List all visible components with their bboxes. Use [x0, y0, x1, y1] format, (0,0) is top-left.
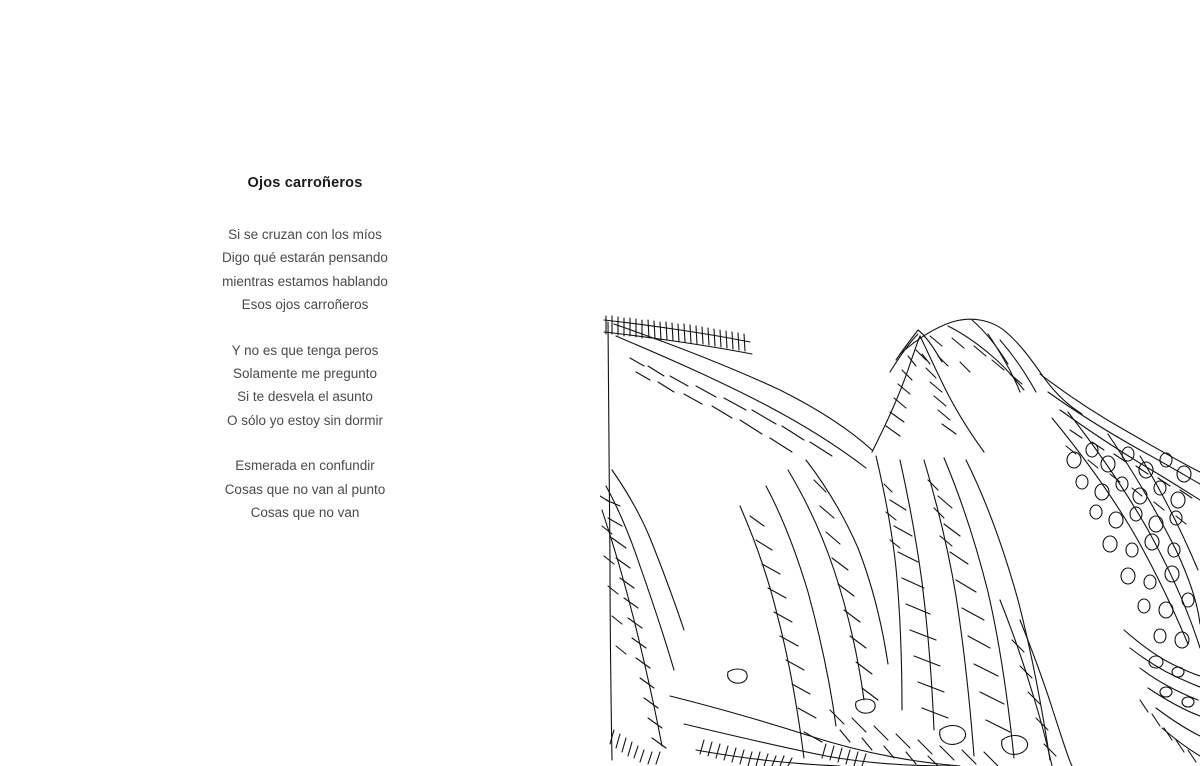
- poem-line: Cosas que no van al punto: [224, 481, 386, 497]
- poem-line: O sólo yo estoy sin dormir: [226, 412, 384, 428]
- poem-block: [180, 175, 430, 524]
- poem-line: Esmerada en confundir: [235, 458, 375, 474]
- poem-line: Y no es que tenga peros: [231, 342, 379, 358]
- poem-stanza: [180, 339, 430, 433]
- poem-line: Solamente me pregunto: [232, 366, 378, 382]
- poem-line: mientras estamos hablando: [222, 273, 388, 289]
- poem-line: Cosas que no van: [250, 505, 360, 521]
- page-title: Ojos carroñeros: [247, 175, 363, 191]
- mountain-ridge-pen-drawing: [600, 300, 1200, 766]
- poem-stanza: [180, 223, 430, 317]
- poem-line: Digo qué estarán pensando: [222, 250, 388, 266]
- poem-stanza: [180, 454, 430, 524]
- poem-line: Si te desvela el asunto: [237, 389, 373, 405]
- poem-line: Esos ojos carroñeros: [241, 297, 369, 313]
- poem-line: Si se cruzan con los míos: [228, 227, 382, 242]
